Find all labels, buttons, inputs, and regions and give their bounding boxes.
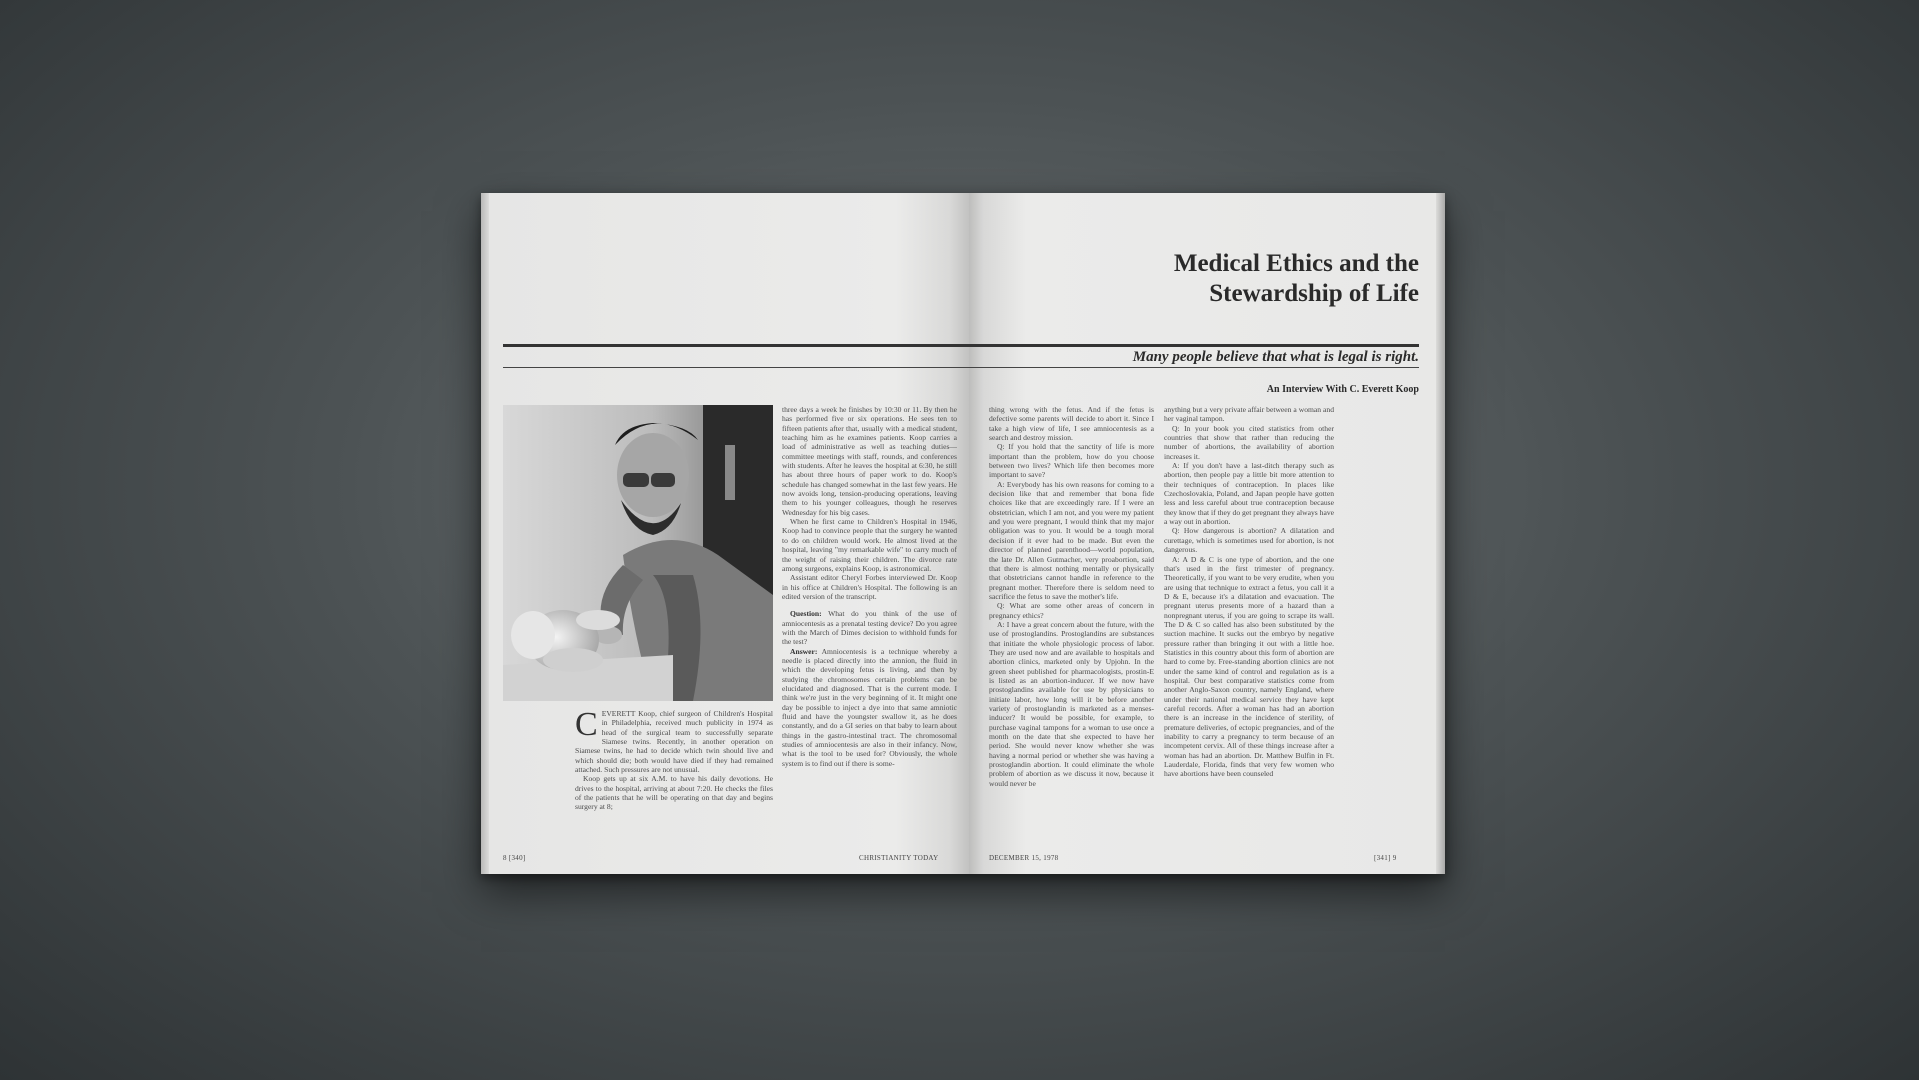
left-column-1 bbox=[575, 709, 773, 849]
title-line-2: Stewardship of Life bbox=[1209, 280, 1419, 307]
paragraph: thing wrong with the fetus. And if the fetus is defective some parents will decide to abort it. Since I take a high view of life, I see amniocentesis as a search and destroy mission. bbox=[989, 405, 1154, 443]
right-page bbox=[969, 193, 1445, 874]
paragraph: Q: In your book you cited statistics from other countries that show that rather than reducing the number of abortions, the availability of abortion increases it. bbox=[1164, 423, 1334, 461]
paragraph: A: I have a great concern about the future, with the use of prostoglandins. Prostoglandins are substances that initiate the whole physiologic process of labor. They are used now and are available to hospitals and abortion clinics, marketed only by Upjohn. In the green sheet published for pharmacologists, prostin-E is listed as an abortion-inducer. If we now have prostoglandins available for use by physicians to initiate labor, how long will it be before another variety of prostoglandin is marketed as a menses-inducer? It would be possible, for example, to purchase vaginal tampons for a woman to use once a month on the date that she expected to have her period. She would never know whether she was having a normal period or whether she was having a prostoglandin abortion. It could eliminate the whole problem of abortion as we discuss it now, because it would never be bbox=[989, 619, 1154, 788]
question-label: Question: bbox=[790, 609, 822, 619]
paragraph: Q: How dangerous is abortion? A dilatation and curettage, which is sometimes used for abortion, is not dangerous. bbox=[1164, 526, 1334, 555]
paragraph: A: A D & C is one type of abortion, and the one that's used in the first trimester of pregnancy. Theoretically, if you want to be very erudite, when you are using that technique to extract a fetus, you call it a D & E, because it's a dilatation and evacuation. The pregnant uterus presents more of a hazard than a nonpregnant uterus, if you are going to scrape its wall. The D & C so called has also been substituted by the suction machine. It sucks out the embryo by negative pressure rather than bringing it out with a little hoe. Statistics in this country about this form of abortion are hard to come by. Free-standing abortion clinics are not under the same kind of control and regulation as is a hospital. Our best comparative statistics come from another Anglo-Saxon country, namely England, where under their national medical service they have kept careful records. After a woman has had an abortion there is an increase in the incidence of sterility, of premature deliveries, of ectopic pregnancies, and of the inability to carry a pregnancy to term because of an incompetent cervix. All of these things increase after a woman has had an abortion. Dr. Matthew Bulfin in Ft. Lauderdale, Florida, finds that very few women who have abortions have been counseled bbox=[1164, 554, 1334, 779]
answer-label: Answer: bbox=[790, 646, 818, 656]
title-line-1: Medical Ethics and the bbox=[1173, 250, 1419, 277]
deck-rule-right bbox=[969, 367, 1419, 368]
deck-rule-left bbox=[503, 367, 969, 368]
magazine-spread bbox=[481, 193, 1445, 874]
article-title bbox=[1039, 249, 1419, 309]
drop-cap: C bbox=[575, 709, 598, 743]
article-byline: An Interview With C. Everett Koop bbox=[1266, 384, 1419, 395]
question-text: What do you think of the use of amniocentesis as a prenatal testing device? Do you agree with the March of Dimes decision to withhold funds for the test? bbox=[782, 609, 957, 647]
paragraph: Koop gets up at six A.M. to have his daily devotions. He drives to the hospital, arriving at about 7:20. He checks the files of the patients that he will be operating on that day and begins surgery at 8; bbox=[575, 774, 773, 812]
photo-illustration bbox=[503, 405, 773, 701]
running-head-right: DECEMBER 15, 1978 bbox=[989, 854, 1059, 862]
page-number-right: [341] 9 bbox=[1374, 854, 1397, 862]
paragraph: Assistant editor Cheryl Forbes interviewed Dr. Koop in his office at Children's Hospital. The following is an edited version of the transcript. bbox=[782, 573, 957, 601]
running-head-left: CHRISTIANITY TODAY bbox=[859, 854, 939, 862]
page-number-left: 8 [340] bbox=[503, 854, 526, 862]
paragraph: Q: If you hold that the sanctity of life is more important than the problem, how do you choose between two lives? Which life then becomes more important to save? bbox=[989, 442, 1154, 480]
left-column-2 bbox=[782, 405, 957, 851]
answer-text: Amniocentesis is a technique whereby a needle is placed directly into the amnion, the fluid in which the developing fetus is living, and then by studying the chromosomes certain problems can be elucidated and diagnosed. That is the current mode. I think we're just in the very beginning of it. It might one day be possible to inject a dye into that same amniotic fluid and have the youngster swallow it, as he does constantly, and do a GI series on that baby to learn about things in the gastro-intestinal tract. The chromosomal studies of amniocentesis are also in their infancy. Now, what is the tool to be used for? Obviously, the whole system is to find out if there is some- bbox=[782, 646, 957, 768]
right-column-1 bbox=[989, 405, 1154, 851]
header-rule-left bbox=[503, 344, 969, 347]
paragraph: anything but a very private affair between a woman and her vaginal tampon. bbox=[1164, 405, 1334, 424]
right-column-2 bbox=[1164, 405, 1334, 851]
photo-koop-with-infant bbox=[503, 405, 773, 701]
paragraph: A: If you don't have a last-ditch therapy such as abortion, then people pay a little bit more attention to their techniques of contraception. In places like Czechoslovakia, Poland, and Japan people have gotten less and less careful about true contraception because they know that if they do get pregnant they always have a way out in abortion. bbox=[1164, 461, 1334, 527]
paragraph: A: Everybody has his own reasons for coming to a decision like that and remember that bona fide choices like that are exceedingly rare. If I were an obstetrician, which I am not, and you were my patient and you were pregnant, I would think that my major obligation was to you. It would be a tough moral decision if it ever had to be made. But even the director of planned parenthood—world population, the late Dr. Allen Gutmacher, very proabortion, said that there is almost nothing mentally or physically that obstetricians cannot handle in reference to the pregnant mother. Therefore there is seldom need to sacrifice the fetus to save the mother's life. bbox=[989, 479, 1154, 601]
paragraph: Q: What are some other areas of concern in pregnancy ethics? bbox=[989, 601, 1154, 620]
left-page bbox=[481, 193, 969, 874]
paragraph: EVERETT Koop, chief surgeon of Children's Hospital in Philadelphia, received much publicity in 1974 as head of the surgical team to successfully separate Siamese twins. Recently, in another operation on Siamese twins, he had to decide which twin should live and which should die; both would have died if they had remained attached. Such pressures are not unusual. bbox=[575, 709, 773, 775]
header-rule-right bbox=[969, 344, 1419, 347]
question-paragraph bbox=[782, 609, 957, 646]
paragraph: When he first came to Children's Hospital in 1946, Koop had to convince people that the surgery he wanted to do on children would work. He almost lived at the hospital, leaving "my remarkable wife" to carry much of the weight of raising their children. The divorce rate among surgeons, explains Koop, is astronomical. bbox=[782, 517, 957, 573]
answer-paragraph bbox=[782, 647, 957, 768]
article-deck: Many people believe that what is legal is right. bbox=[1132, 349, 1419, 365]
paragraph: three days a week he finishes by 10:30 or 11. By then he has performed five or six operations. He sees ten to fifteen patients after that, usually with a medical student, teaching him as he examines patients. Koop carries a load of administrative as well as teaching duties—committee meetings with staff, rounds, and conferences with students. After he leaves the hospital at 6:30, he still has about three hours of paper work to do. Koop's schedule has changed somewhat in the last few years. He now avoids long, tension-producing operations, leaving them to his younger colleagues, though he reserves Wednesday for his big cases. bbox=[782, 405, 957, 517]
